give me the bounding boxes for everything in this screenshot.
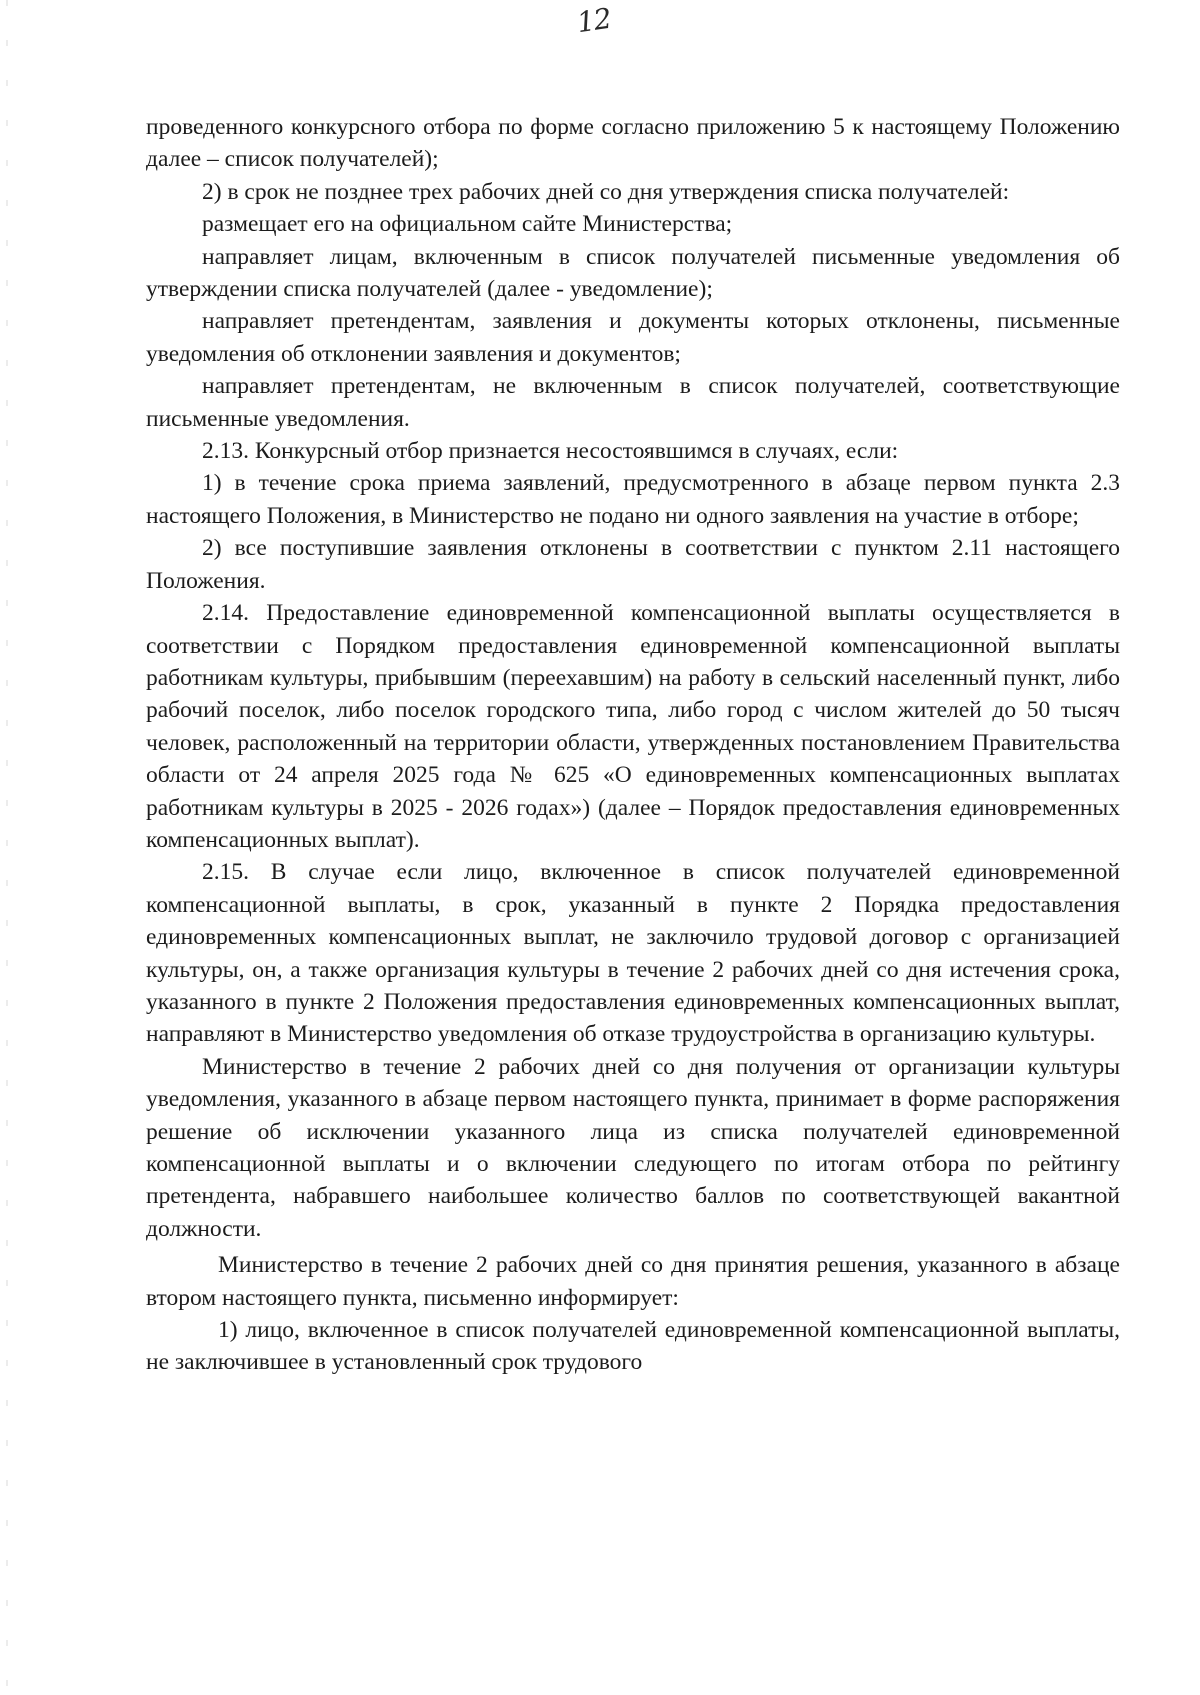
paragraph-ministry-inform: Министерство в течение 2 рабочих дней со дня принятия решения, указанного в абзаце втором настоящего пункта, письменно информирует: (146, 1252, 1120, 1311)
paragraph-notify-not-included: направляет претендентам, не включенным в список получателей, соответствующие письменные уведомления. (146, 373, 1120, 432)
paragraph-2-14: 2.14. Предоставление единовременной компенсационной выплаты осуществляется в соответствии с Порядком предоставления единовременной компенсационной выплаты работникам культуры, прибывшим (переехавшим) на работу в сельский населенный пункт, либо рабочий поселок, либо поселок городского типа, либо город с числом жителей до 50 тысяч человек, расположенный на территории области, утвержденных постановлением Правительства области от 24 апреля 2025 года № 625 «О единовременных компенсационных выплатах работникам культуры в 2025 - 2026 годах») (далее – Порядок предоставления единовременных компенсационных выплат). (146, 600, 1120, 853)
paragraph-inform-item-1: 1) лицо, включенное в список получателей единовременной компенсационной выплаты, не заключившее в установленный срок трудового (146, 1317, 1120, 1376)
paragraph-notify-recipients: направляет лицам, включенным в список получателей письменные уведомления об утверждении списка получателей (далее - уведомление); (146, 243, 1120, 303)
paragraph-2-13-item-1: 1) в течение срока приема заявлений, предусмотренного в абзаце первом пункта 2.3 настоящего Положения, в Министерство не подано ни одного заявления на участие в отборе; (146, 470, 1120, 529)
scan-edge-artifact (6, 0, 8, 1695)
paragraph-2-15: 2.15. В случае если лицо, включенное в список получателей единовременной компенсационной выплаты, в срок, указанный в пункте 2 Порядка предоставления единовременных компенсационных выплат, не заключило трудовой договор с организацией культуры, он, а также организация культуры в течение 2 рабочих дней со дня истечения срока, указанного в пункте 2 Положения предоставления единовременных компенсационных выплат, направляют в Министерство уведомления об отказе трудоустройства в организацию культуры. (146, 859, 1120, 1048)
paragraph-2-13: 2.13. Конкурсный отбор признается несостоявшимся в случаях, если: (202, 438, 899, 465)
paragraph-2-13-item-2: 2) все поступившие заявления отклонены в соответствии с пунктом 2.11 настоящего Положения. (146, 535, 1120, 594)
document-body (146, 111, 1120, 1379)
paragraph-notify-rejected: направляет претендентам, заявления и документы которых отклонены, письменные уведомления об отклонении заявления и документов; (146, 308, 1120, 367)
paragraph-continuation: проведенного конкурсного отбора по форме согласно приложению 5 к настоящему Положению далее – список получателей); (146, 114, 1120, 173)
paragraph-item-2: 2) в срок не позднее трех рабочих дней со дня утверждения списка получателей: (202, 178, 1010, 205)
paragraph-publish-site: размещает его на официальном сайте Министерства; (202, 211, 733, 238)
paragraph-ministry-decision: Министерство в течение 2 рабочих дней со дня получения от организации культуры уведомления, указанного в абзаце первом настоящего пункта, принимает в форме распоряжения решение об исключении указанного лица из списка получателей единовременной компенсационной выплаты и о включении следующего по итогам отбора по рейтингу претендента, набравшего наибольшее количество баллов по соответствующей вакантной должности. (146, 1053, 1120, 1242)
handwritten-page-number: 12 (574, 1, 613, 40)
